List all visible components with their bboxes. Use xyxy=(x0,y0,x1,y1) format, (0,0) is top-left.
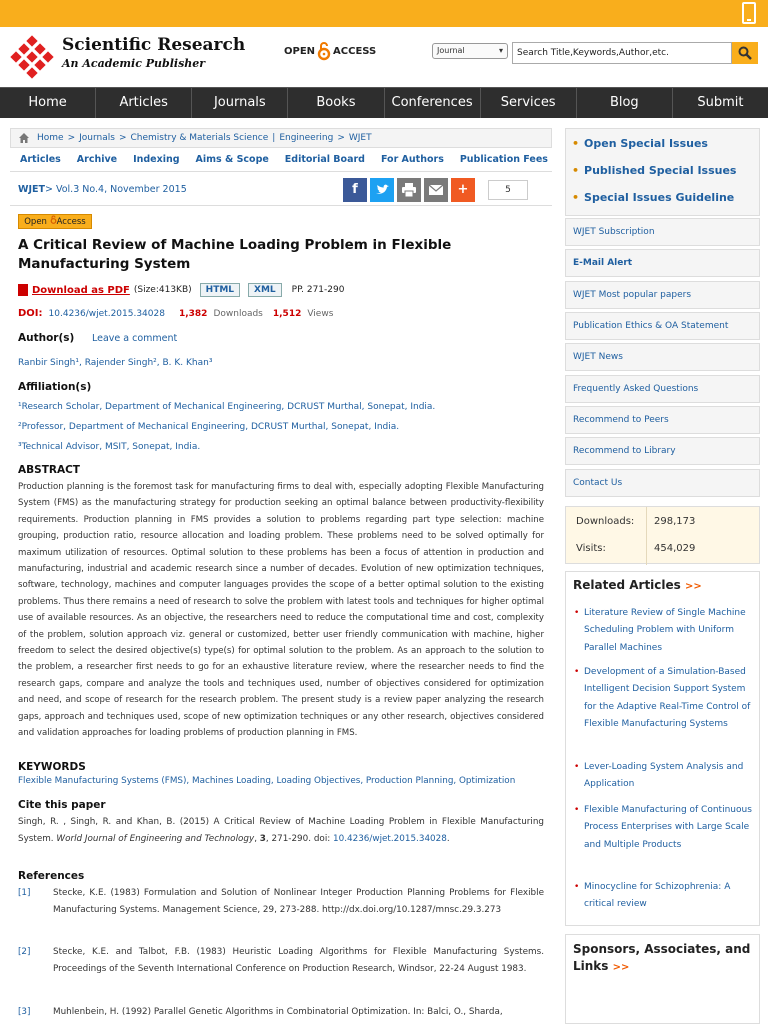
oa-badge-suffix: Access xyxy=(56,217,86,227)
reference-item xyxy=(18,885,544,919)
downloads-label: Downloads xyxy=(213,308,263,319)
references-heading: References xyxy=(18,870,85,882)
abstract-heading: ABSTRACT xyxy=(18,464,80,476)
doi-label: DOI: xyxy=(18,308,43,319)
citation: Singh, R. , Singh, R. and Khan, B. (2015) A Critical Review of Machine Loading Problem in Flexible Manufacturing System. World Journal of Engineering and Technology, 3, 271-290. doi: 10.4236/wjet.2015.34028. xyxy=(18,817,544,844)
journal-abbrev[interactable]: WJET xyxy=(18,184,45,195)
subnav-indexing[interactable]: Indexing xyxy=(133,154,180,165)
related-heading-text: Related Articles xyxy=(573,578,681,592)
breadcrumb-journals[interactable]: Journals xyxy=(79,133,115,143)
visits-label: Visits: xyxy=(576,543,606,554)
breadcrumb-chemistry[interactable]: Chemistry & Materials Science xyxy=(130,133,269,143)
xml-button[interactable]: XML xyxy=(248,283,282,297)
special-open-issues[interactable] xyxy=(572,135,759,162)
breadcrumb xyxy=(10,128,552,148)
volume-row xyxy=(10,172,552,206)
lock-icon xyxy=(317,41,331,61)
search-input[interactable]: Search Title,Keywords,Author,etc. xyxy=(512,42,732,64)
nav-services[interactable]: Services xyxy=(481,88,577,118)
sidebar-link-news[interactable]: WJET News xyxy=(565,343,760,371)
citation-pages: , 271-290. doi: xyxy=(265,834,331,844)
download-row xyxy=(18,282,538,298)
article-title: A Critical Review of Machine Loading Problem in Flexible Manufacturing System xyxy=(18,237,452,272)
oa-prefix: OPEN xyxy=(284,45,316,57)
cite-heading: Cite this paper xyxy=(18,799,106,811)
breadcrumb-engineering[interactable]: Engineering xyxy=(279,133,334,143)
sidebar-link-faq[interactable]: Frequently Asked Questions xyxy=(565,375,760,403)
plus-icon[interactable]: + xyxy=(451,178,475,202)
journal-select-value: Journal xyxy=(437,46,465,55)
top-bar xyxy=(0,0,768,27)
keywords-heading: KEYWORDS xyxy=(18,761,86,773)
site-header xyxy=(0,27,768,87)
download-pdf-link[interactable]: Download as PDF xyxy=(32,284,130,296)
sidebar-link-email-alert[interactable]: E-Mail Alert xyxy=(565,249,760,277)
sidebar-link-contact[interactable]: Contact Us xyxy=(565,469,760,497)
pdf-icon xyxy=(18,284,28,296)
nav-blog[interactable]: Blog xyxy=(577,88,673,118)
reference-number[interactable]: [2] xyxy=(18,947,31,957)
leave-comment-link[interactable]: Leave a comment xyxy=(92,333,178,344)
citation-doi-link[interactable]: 10.4236/wjet.2015.34028 xyxy=(333,834,447,844)
abstract-text: Production planning is the foremost task for manufacturing firms to deal with, especially adopting Flexible Manufacturing System (FMS) as the manufacturing strategy for production seeking an optimal balance between productivity-flexibility requirements. Production planning in FMS provides a solution to problems regarding part type selection: machine grouping, production ratio, resource allocation and loading problem. These problems need to be solved optimally for maximum utilization of resources. Optimal solution to these problems has been a focus of attention in production and manufacturing, industrial and academic research since a number of decades. Evolution of new optimization techniques, software, technology, machines and computer languages provides the scope of a better optimal solution to the existing problems. Thus there remains a need of research to solve the problem with latest tools and techniques for higher optimal use of available resources. As an objective, the researchers need to reduce the computational time and cost, complexity of the problem, solution approach viz. general or customized, better user friendly communication with machine, higher freedom to select the desired objective(s) type(s) for optimal solution to the problem. As an approach to the solution to the problem, a researcher first needs to go for an exhaustive literature review, where the researcher needs to find the research gaps, compare and analyze the tools and techniques used, number of objectives considered for optimization and need, and scope of research for the research problem. The present study is a review paper analyzing the research gaps, approach and techniques used, scope of new optimization techniques or any other research, objectives considered and validation approaches for loading problems of production planning in FMS. xyxy=(18,482,544,739)
home-icon[interactable] xyxy=(19,133,29,143)
journal-subnav xyxy=(10,148,552,172)
citation-text: Singh, R. , Singh, R. and Khan, B. (2015) A Critical Review of Machine Loading Problem in Flexible Manufacturing System. xyxy=(18,817,544,844)
stats-divider xyxy=(646,507,647,565)
sponsors-heading xyxy=(573,941,758,976)
breadcrumb-sep: > xyxy=(67,133,76,143)
related-item[interactable]: • Minocycline for Schizophrenia: A critical review xyxy=(574,879,754,914)
reference-number[interactable]: [1] xyxy=(18,888,31,898)
stats-box xyxy=(565,506,760,564)
chevron-down-icon: ▾ xyxy=(498,46,503,55)
authors-heading xyxy=(18,332,177,344)
nav-journals[interactable]: Journals xyxy=(192,88,288,118)
bullet-icon: • xyxy=(572,137,580,150)
nav-conferences[interactable]: Conferences xyxy=(385,88,481,118)
breadcrumb-sep: > xyxy=(337,133,345,143)
special-label: Special Issues Guideline xyxy=(584,191,735,204)
sidebar xyxy=(565,128,760,973)
reference-text: Muhlenbein, H. (1992) Parallel Genetic Algorithms in Combinatorial Optimization. In: Balci, O., Sharda, xyxy=(53,1007,503,1017)
volume-info: WJET> Vol.3 No.4, November 2015 xyxy=(18,184,187,195)
issue-link[interactable]: Vol.3 No.4, November 2015 xyxy=(55,184,187,195)
affiliations-heading: Affiliation(s) xyxy=(18,381,92,393)
site-name[interactable]: Scientific Research xyxy=(62,35,246,55)
breadcrumb-pipe: | xyxy=(272,133,276,143)
site-tagline: An Academic Publisher xyxy=(62,57,206,70)
citation-journal: World Journal of Engineering and Technology xyxy=(56,834,255,844)
affiliation-1[interactable]: ¹Research Scholar, Department of Mechanical Engineering, DCRUST Murthal, Sonepat, India. xyxy=(18,402,436,412)
share-count: 5 xyxy=(488,180,528,200)
reference-item xyxy=(18,1004,544,1021)
sidebar-link-subscription[interactable]: WJET Subscription xyxy=(565,218,760,246)
related-item[interactable]: • Development of a Simulation-Based Intelligent Decision Support System for the Adaptive Real-Time Control of Flexible Manufacturing Systems xyxy=(574,664,754,734)
reference-text: Stecke, K.E. (1983) Formulation and Solution of Nonlinear Integer Production Planning Problems for Flexible Manufacturing Systems. Management Science, 29, 273-288. http://dx.doi.org/10.1287/mnsc.29.3.273 xyxy=(53,888,544,915)
related-heading xyxy=(573,578,702,592)
special-issues-box xyxy=(565,128,760,216)
lock-icon xyxy=(50,215,57,224)
mobile-icon[interactable] xyxy=(742,2,756,24)
facebook-icon[interactable]: f xyxy=(343,178,367,202)
sponsors-heading-text: Sponsors, Associates, and Links xyxy=(573,942,751,973)
sidebar-link-ethics[interactable]: Publication Ethics & OA Statement xyxy=(565,312,760,340)
special-label: Published Special Issues xyxy=(584,164,737,177)
twitter-icon[interactable] xyxy=(370,178,394,202)
downloads-count: 1,382 xyxy=(178,308,208,319)
nav-books[interactable]: Books xyxy=(288,88,384,118)
sponsors-box xyxy=(565,934,760,1024)
main-nav xyxy=(0,87,768,118)
bullet-icon: • xyxy=(572,191,580,204)
subnav-editorial-board[interactable]: Editorial Board xyxy=(284,154,365,165)
reference-number[interactable]: [3] xyxy=(18,1007,31,1017)
special-label: Open Special Issues xyxy=(584,137,708,150)
special-published-issues[interactable] xyxy=(572,162,759,189)
search-icon xyxy=(738,46,752,60)
downloads-value: 298,173 xyxy=(654,516,696,527)
breadcrumb-sep: > xyxy=(118,133,127,143)
more-link[interactable]: >> xyxy=(684,581,702,592)
reference-text: Stecke, K.E. and Talbot, F.B. (1983) Heuristic Loading Algorithms for Flexible Manufacturing Systems. Proceedings of the Seventh International Conference on Production Research, Windsor, 22-24 August 1983. xyxy=(53,947,544,974)
page-range: PP. 271-290 xyxy=(291,285,345,295)
keywords-list[interactable]: Flexible Manufacturing Systems (FMS), Machines Loading, Loading Objectives, Production Planning, Optimization xyxy=(18,776,516,786)
article-main xyxy=(10,128,552,1024)
bullet-icon: • xyxy=(572,164,580,177)
subnav-aims-scope[interactable]: Aims & Scope xyxy=(195,154,269,165)
doi-row xyxy=(18,308,333,319)
more-link[interactable]: >> xyxy=(612,962,630,973)
downloads-label: Downloads: xyxy=(576,516,635,527)
breadcrumb-wjet[interactable]: WJET xyxy=(348,133,372,143)
views-count: 1,512 xyxy=(272,308,302,319)
related-item[interactable]: • Flexible Manufacturing of Continuous Process Enterprises with Large Scale and Multiple Products xyxy=(574,802,754,854)
visits-value: 454,029 xyxy=(654,543,696,554)
views-label: Views xyxy=(307,308,334,319)
nav-submit[interactable]: Submit xyxy=(697,95,744,110)
affiliation-2[interactable]: ²Professor, Department of Mechanical Engineering, DCRUST Murthal, Sonepat, India. xyxy=(18,422,400,432)
sidebar-link-recommend-peers[interactable]: Recommend to Peers xyxy=(565,406,760,434)
open-access-logo xyxy=(284,41,376,61)
special-guideline[interactable] xyxy=(572,189,759,216)
sidebar-link-recommend-library[interactable]: Recommend to Library xyxy=(565,437,760,465)
journal-select[interactable] xyxy=(432,43,508,59)
print-icon[interactable] xyxy=(397,178,421,202)
oa-suffix: ACCESS xyxy=(333,45,377,57)
subnav-archive[interactable]: Archive xyxy=(76,154,118,165)
nav-articles[interactable]: Articles xyxy=(96,88,192,118)
sidebar-link-popular-papers[interactable]: WJET Most popular papers xyxy=(565,281,760,309)
related-articles xyxy=(565,571,760,926)
share-buttons xyxy=(343,178,475,202)
authors-heading-text: Author(s) xyxy=(18,332,75,344)
doi-link[interactable]: 10.4236/wjet.2015.34028 xyxy=(48,308,165,319)
subnav-publication-fees[interactable]: Publication Fees xyxy=(459,154,548,165)
affiliation-3[interactable]: ³Technical Advisor, MSIT, Sonepat, India. xyxy=(18,442,201,452)
reference-item xyxy=(18,944,544,978)
breadcrumb-home[interactable]: Home xyxy=(37,133,64,143)
author-list[interactable]: Ranbir Singh¹, Rajender Singh², B. K. Khan³ xyxy=(18,358,213,368)
subnav-for-authors[interactable]: For Authors xyxy=(380,154,444,165)
email-icon[interactable] xyxy=(424,178,448,202)
html-button[interactable]: HTML xyxy=(200,283,240,297)
open-access-badge xyxy=(18,214,92,229)
file-size: (Size:413KB) xyxy=(133,285,192,295)
oa-badge-prefix: Open xyxy=(24,217,47,227)
logo-icon[interactable] xyxy=(10,35,54,79)
search-button[interactable] xyxy=(732,42,758,64)
citation-volume: 3 xyxy=(259,834,266,844)
related-item[interactable]: • Lever-Loading System Analysis and Application xyxy=(574,759,754,794)
nav-home[interactable]: Home xyxy=(0,88,96,118)
subnav-articles[interactable]: Articles xyxy=(20,154,61,165)
related-item[interactable]: • Literature Review of Single Machine Scheduling Problem with Uniform Parallel Machines xyxy=(574,605,754,657)
